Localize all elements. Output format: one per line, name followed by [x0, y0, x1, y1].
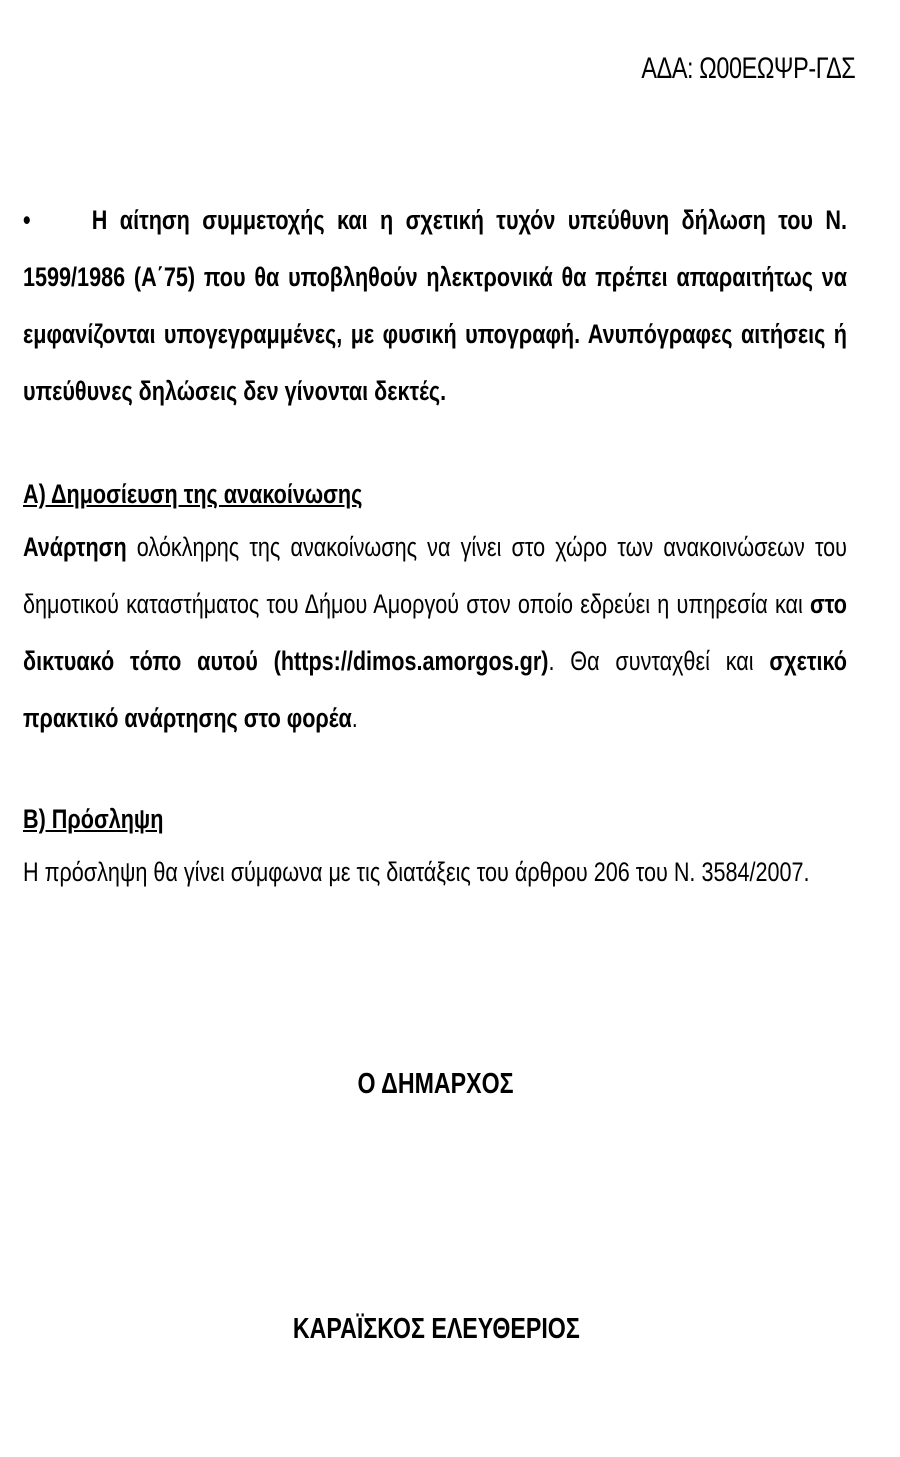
bullet-paragraph-text: Η αίτηση συμμετοχής και η σχετική τυχόν υπεύθυνη δήλωση του Ν. 1599/1986 (Α΄75) που θα υποβληθούν ηλεκτρονικά θα πρέπει απαραιτήτως να εμφανίζονται υπογεγραμμένες, με φυσική υπογραφή. Ανυπόγραφες αιτήσεις ή υπεύθυνες δηλώσεις δεν γίνονται δεκτές.: [23, 205, 848, 406]
section-a-body: [23, 519, 847, 747]
section-a-part6: .: [351, 703, 358, 733]
section-a-website: στο δικτυακό τόπο αυτού (https://dimos.amorgos.gr): [23, 589, 847, 676]
bullet-paragraph-text-wrap: [23, 192, 847, 420]
ada-identifier: ΑΔΑ: Ω00ΕΩΨΡ-ΓΔΣ: [640, 52, 855, 85]
section-a-part2: ολόκληρης της ανακοίνωσης να γίνει στο χώρο των ανακοινώσεων του δημοτικού καταστήματος του Δήμου Αμοργού στον οποίο εδρεύει η υπηρεσία και: [23, 532, 848, 619]
section-b-text: Η πρόσληψη θα γίνει σύμφωνα με τις διατάξεις του άρθρου 206 του Ν. 3584/2007.: [23, 857, 810, 887]
section-a-heading: Α) Δημοσίευση της ανακοίνωσης: [23, 479, 363, 509]
bullet-marker: •: [23, 205, 31, 235]
section-b-heading: Β) Πρόσληψη: [23, 804, 164, 834]
section-a-part5: σχετικό πρακτικό ανάρτησης στο φορέα: [23, 646, 847, 733]
section-a-part1: Ανάρτηση: [23, 532, 127, 562]
section-b-body: [23, 844, 847, 901]
signature-title: Ο ΔΗΜΑΡΧΟΣ: [357, 1068, 515, 1100]
bullet-paragraph: [23, 192, 847, 420]
signature-name: ΚΑΡΑΪΣΚΟΣ ΕΛΕΥΘΕΡΙΟΣ: [292, 1313, 580, 1345]
signature-title-wrap: [0, 1068, 886, 1101]
section-a-heading-wrap: [23, 466, 847, 523]
section-a-part4: . Θα συνταχθεί και: [548, 646, 770, 676]
section-b-heading-wrap: [23, 791, 847, 848]
signature-name-wrap: [0, 1313, 886, 1346]
section-a-text: [23, 519, 847, 747]
